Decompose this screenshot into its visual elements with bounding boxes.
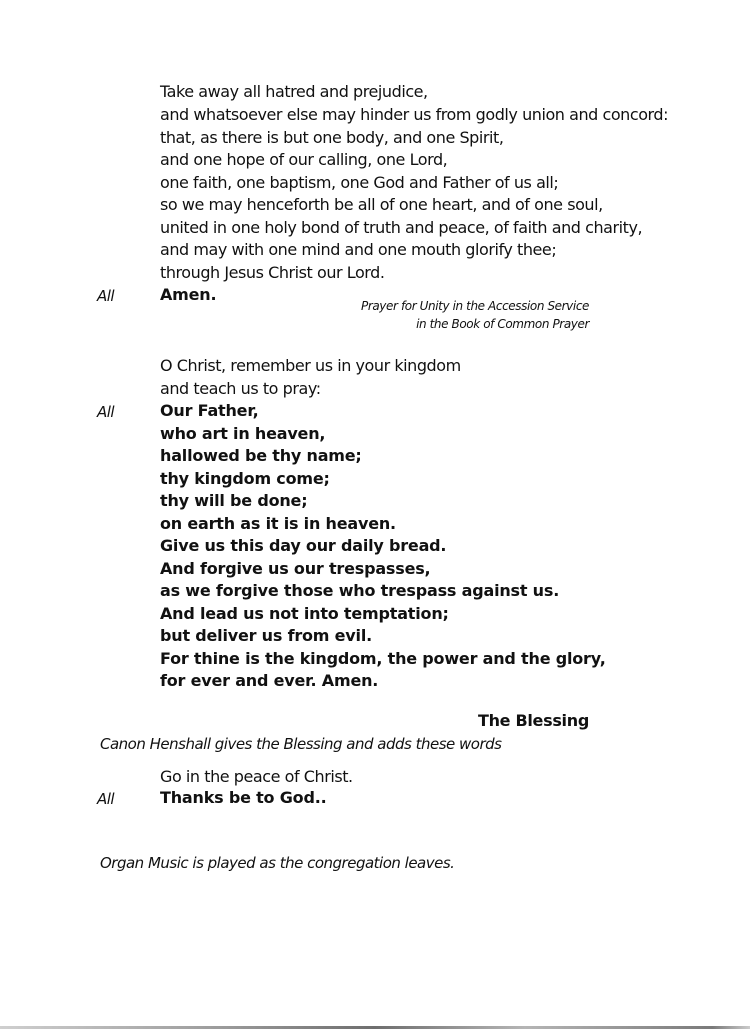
- prayer-line: and one hope of our calling, one Lord,: [160, 150, 448, 169]
- source-citation-line-1: Prayer for Unity in the Accession Service: [360, 299, 589, 313]
- prayer-line: united in one holy bond of truth and peace, of faith and charity,: [160, 218, 643, 237]
- scan-edge-divider: [0, 1026, 750, 1029]
- prayer-line: who art in heaven,: [160, 424, 326, 443]
- prayer-line: and may with one mind and one mouth glorify thee;: [160, 240, 557, 259]
- prayer-line: hallowed be thy name;: [160, 446, 362, 465]
- closing-rubric: Organ Music is played as the congregation leaves.: [100, 854, 455, 872]
- section-heading: The Blessing: [477, 711, 589, 730]
- response-label: All: [97, 790, 115, 808]
- prayer-line: Take away all hatred and prejudice,: [160, 82, 428, 101]
- prayer-line: one faith, one baptism, one God and Father of us all;: [160, 173, 559, 192]
- intro-line: O Christ, remember us in your kingdom: [160, 356, 461, 375]
- intro-line: and teach us to pray:: [160, 379, 321, 398]
- prayer-line: And forgive us our trespasses,: [160, 559, 431, 578]
- prayer-line: Our Father,: [160, 401, 259, 420]
- prayer-line: on earth as it is in heaven.: [160, 514, 396, 533]
- prayer-line: thy kingdom come;: [160, 469, 330, 488]
- prayer-line: and whatsoever else may hinder us from godly union and concord:: [160, 105, 669, 124]
- response-label: All: [97, 403, 115, 421]
- prayer-line: And lead us not into temptation;: [160, 604, 449, 623]
- response-label: All: [97, 287, 115, 305]
- prayer-line: but deliver us from evil.: [160, 626, 372, 645]
- prayer-line: Give us this day our daily bread.: [160, 536, 447, 555]
- prayer-line: through Jesus Christ our Lord.: [160, 263, 385, 282]
- prayer-line: as we forgive those who trespass against us.: [160, 581, 560, 600]
- prayer-line: For thine is the kingdom, the power and the glory,: [160, 649, 606, 668]
- response-amen: Amen.: [160, 285, 217, 304]
- versicle: Go in the peace of Christ.: [160, 767, 353, 786]
- prayer-line: that, as there is but one body, and one Spirit,: [160, 128, 504, 147]
- prayer-line: thy will be done;: [160, 491, 308, 510]
- rubric: Canon Henshall gives the Blessing and adds these words: [100, 735, 502, 753]
- response: Thanks be to God..: [160, 788, 327, 807]
- prayer-line: for ever and ever. Amen.: [160, 671, 379, 690]
- prayer-line: so we may henceforth be all of one heart, and of one soul,: [160, 195, 603, 214]
- source-citation-line-2: in the Book of Common Prayer: [416, 317, 589, 331]
